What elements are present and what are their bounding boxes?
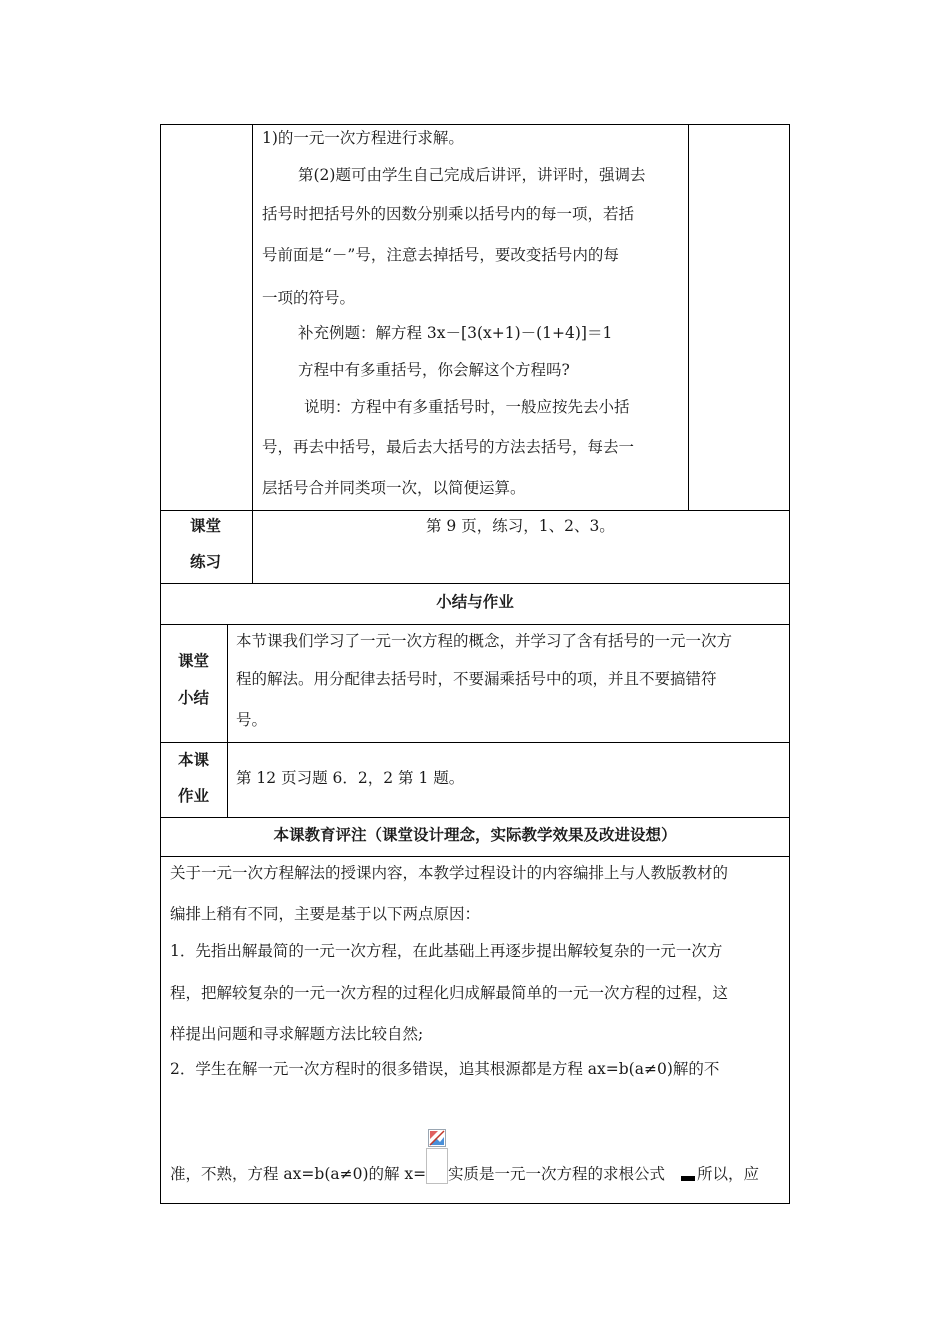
table-divider xyxy=(252,124,253,584)
summary-section-title: 小结与作业 xyxy=(436,593,514,611)
practice-label: 课堂 xyxy=(190,517,222,535)
body-text-line: 说明：方程中有多重括号时，一般应按先去小括 xyxy=(304,398,630,416)
body-text-line: 1)的一元一次方程进行求解。 xyxy=(262,129,464,147)
body-text-line: 第(2)题可由学生自己完成后讲评，讲评时，强调去 xyxy=(298,166,646,184)
table-divider xyxy=(160,583,790,584)
summary-text-line: 号。 xyxy=(236,711,268,729)
review-text-line: 样提出问题和寻求解题方法比较自然; xyxy=(170,1025,424,1043)
body-text-line: 补充例题：解方程 3x－[3(x+1)－(1+4)]＝1 xyxy=(298,324,613,342)
homework-label: 作业 xyxy=(178,787,210,805)
review-text-line: 实质是一元一次方程的求根公式 xyxy=(448,1165,666,1183)
review-section-title: 本课教育评注（课堂设计理念，实际教学效果及改进设想） xyxy=(273,826,677,844)
practice-content: 第 9 页，练习，1、2、3。 xyxy=(426,517,615,535)
body-text-line: 括号时把括号外的因数分别乘以括号内的每一项，若括 xyxy=(262,205,635,223)
table-divider xyxy=(688,124,689,511)
table-divider xyxy=(160,510,790,511)
table-border-left xyxy=(160,124,161,1204)
formula-image-placeholder xyxy=(426,1148,448,1184)
practice-label: 练习 xyxy=(190,553,222,571)
table-border-right xyxy=(789,124,790,1204)
table-divider xyxy=(160,856,790,857)
summary-text-line: 程的解法。用分配律去括号时，不要漏乘括号中的项，并且不要搞错符 xyxy=(236,670,717,688)
review-text-line: 2．学生在解一元一次方程时的很多错误，追其根源都是方程 ax=b(a≠0)解的不 xyxy=(170,1060,720,1078)
body-text-line: 方程中有多重括号，你会解这个方程吗? xyxy=(298,361,570,379)
broken-image-icon xyxy=(428,1129,446,1147)
table-divider xyxy=(160,624,790,625)
body-text-line: 号前面是“－”号，注意去掉括号，要改变括号内的每 xyxy=(262,246,619,264)
summary-label: 小结 xyxy=(178,689,210,707)
review-text-line: 编排上稍有不同，主要是基于以下两点原因： xyxy=(170,905,481,923)
homework-label: 本课 xyxy=(178,751,210,769)
review-text-line: 关于一元一次方程解法的授课内容，本教学过程设计的内容编排上与人教版教材的 xyxy=(170,864,729,882)
table-divider xyxy=(227,624,228,818)
inline-image-marker xyxy=(681,1176,695,1181)
homework-content: 第 12 页习题 6．2，2 第 1 题。 xyxy=(236,769,465,787)
table-divider xyxy=(160,817,790,818)
summary-text-line: 本节课我们学习了一元一次方程的概念，并学习了含有括号的一元一次方 xyxy=(236,632,733,650)
review-text-line: 所以，应 xyxy=(697,1165,760,1183)
review-text-line: 准，不熟，方程 ax=b(a≠0)的解 x= xyxy=(170,1165,427,1183)
review-text-line: 1．先指出解最简的一元一次方程，在此基础上再逐步提出解较复杂的一元一次方 xyxy=(170,942,723,960)
body-text-line: 号，再去中括号，最后去大括号的方法去括号，每去一 xyxy=(262,438,635,456)
summary-label: 课堂 xyxy=(178,652,210,670)
body-text-line: 一项的符号。 xyxy=(262,289,356,307)
review-text-line: 程，把解较复杂的一元一次方程的过程化归成解最简单的一元一次方程的过程，这 xyxy=(170,984,729,1002)
table-border-bottom xyxy=(160,1203,790,1204)
body-text-line: 层括号合并同类项一次，以简便运算。 xyxy=(262,479,526,497)
table-divider xyxy=(160,742,790,743)
table-border-top xyxy=(160,124,790,125)
